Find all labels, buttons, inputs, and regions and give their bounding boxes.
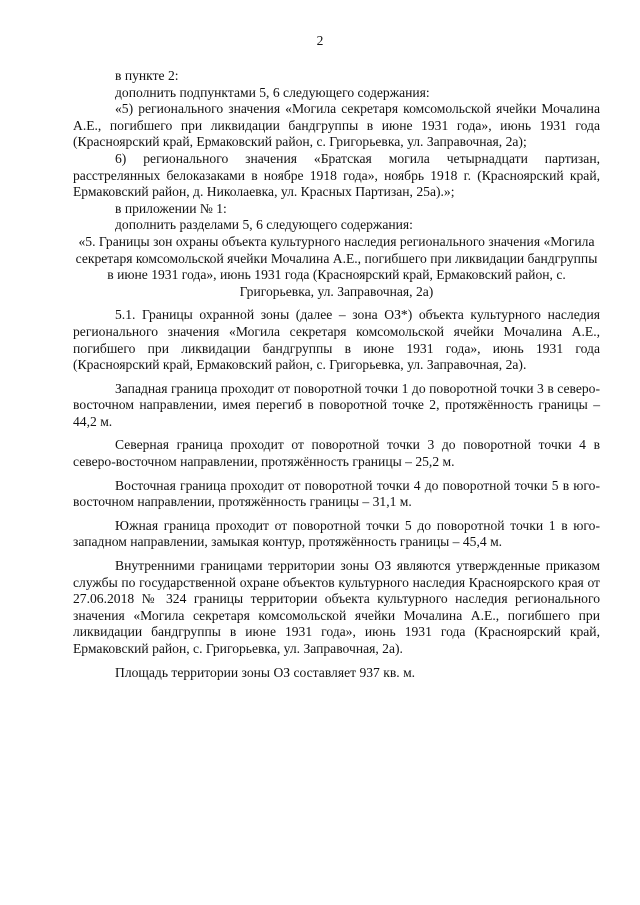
paragraph-section-5-1: 5.1. Границы охранной зоны (далее – зона ОЗ*) объекта культурного наследия регионального значения «Могила секретаря комсомольской ячейки Мочалина А.Е., погибшего при ликвидации бандгруппы в июне 1931 года», июнь 1931 года (Красноярский край, Ермаковский район, с. Григорьевка, ул. Заправочная, 2а). [73, 307, 600, 373]
paragraph-west-boundary: Западная граница проходит от поворотной точки 1 до поворотной точки 3 в северо-восточном направлении, имея перегиб в поворотной точке 2, протяжённость границы – 44,2 м. [73, 380, 600, 429]
paragraph-amend-point-2: в пункте 2: [115, 68, 179, 83]
section-heading: «5. Границы зон охраны объекта культурного наследия регионального значения «Могила секретаря комсомольской ячейки Мочалина А.Е., погибшего при ликвидации бандгруппы в июне 1931 года», июнь 1931 года (Красноярский край, Ермаковский район, с. Григорьевка, ул. Заправочная, 2а) [75, 233, 598, 299]
paragraph-appendix-1: в приложении № 1: [115, 200, 227, 216]
paragraph-subpoint-6: 6) регионального значения «Братская могила четырнадцати партизан, расстрелянных белоказаками в ноябре 1918 года», ноябрь 1918 г. (Красноярский край, Ермаковский район, д. Николаевка, ул. Красных Партизан, 25а).»; [73, 150, 600, 200]
paragraph-add-sections: дополнить разделами 5, 6 следующего содержания: [115, 217, 413, 233]
paragraph-subpoint-5: «5) регионального значения «Могила секретаря комсомольской ячейки Мочалина А.Е., погибшего при ликвидации бандгруппы в июне 1931 года», июнь 1931 года (Красноярский край, Ермаковский район, с. Григорьевка, ул. Заправочная, 2а); [73, 101, 600, 150]
paragraph-area: Площадь территории зоны ОЗ составляет 937 кв. м. [115, 664, 416, 680]
paragraph-inner-boundaries: Внутренними границами территории зоны ОЗ являются утвержденные приказом службы по государственной охране объектов культурного наследия Красноярского края от 27.06.2018 № 324 границы территории объекта культурного наследия регионального значения «Могила секретаря комсомольской ячейки Мочалина А.Е., погибшего при ликвидации бандгруппы в июне 1931 года», июнь 1931 года (Красноярский край, Ермаковский район, с. Григорьевка, ул. Заправочная, 2а). [73, 558, 600, 656]
paragraph-add-subpoints: дополнить подпунктами 5, 6 следующего содержания: [115, 84, 430, 100]
paragraph-north-boundary: Северная граница проходит от поворотной точки 3 до поворотной точки 4 в северо-восточном направлении, протяжённость границы – 25,2 м. [73, 437, 600, 470]
document-body [73, 68, 600, 681]
page-number: 2 [316, 33, 324, 48]
paragraph-south-boundary: Южная граница проходит от поворотной точки 5 до поворотной точки 1 в юго-западном направлении, замыкая контур, протяжённость границы – 45,4 м. [73, 517, 600, 550]
paragraph-east-boundary: Восточная граница проходит от поворотной точки 4 до поворотной точки 5 в юго-восточном направлении, протяжённость границы – 31,1 м. [73, 477, 600, 510]
